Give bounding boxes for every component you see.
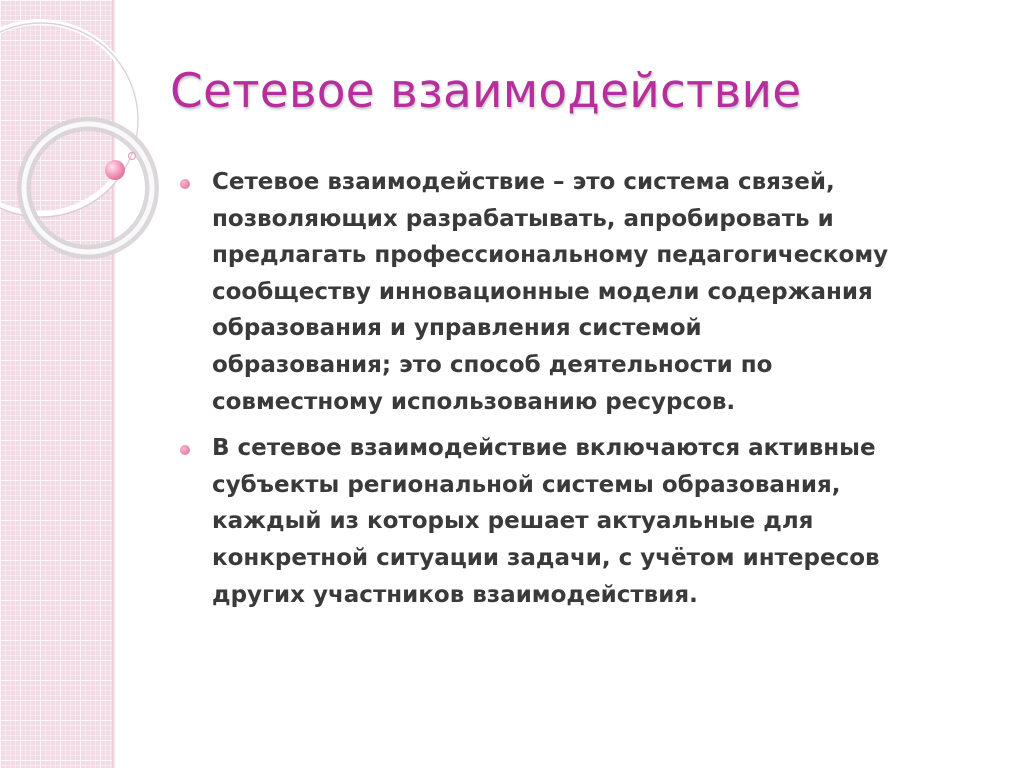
bullet-icon [180,179,190,189]
bullet-text: Сетевое взаимодействие – это система связей, позволяющих разрабатывать, апробировать и предлагать профессиональному педагогическому сообществу инновационные модели содержания образования и управления системой образования; это способ деятельности по совместному использованию ресурсов. [212,169,889,415]
bullet-text: В сетевое взаимодействие включаются активные субъекты региональной системы образования, каждый из которых решает актуальные для конкретной ситуации задачи, с учётом интересов других участников взаимодействия. [212,435,880,608]
decorative-rings [0,0,200,300]
slide-title: Сетевое взаимодействие [170,64,802,119]
bullet-list [180,164,990,623]
bullet-icon [180,445,190,455]
small-ring-highlight [24,124,152,252]
list-item [180,164,990,420]
pearl-dot [105,160,125,180]
list-item [180,430,990,613]
